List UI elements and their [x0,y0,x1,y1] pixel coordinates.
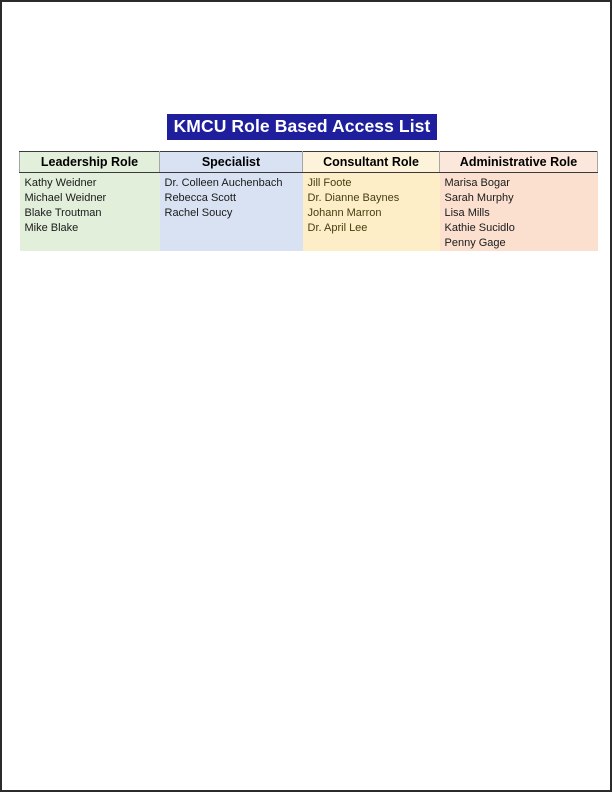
column-header-consultant-role: Consultant Role [303,152,440,173]
list-item: Penny Gage [444,237,506,250]
role-access-table-container [19,151,597,251]
list-item: Lisa Mills [444,207,490,220]
list-item: Dr. April Lee [307,222,368,235]
role-access-table [19,151,598,251]
cell-leadership-role-names [20,173,160,252]
page-title: KMCU Role Based Access List [173,116,431,137]
list-item: Dr. Dianne Baynes [307,192,400,205]
list-item: Kathy Weidner [24,177,97,189]
list-item: Mike Blake [24,222,79,235]
column-header-leadership-role: Leadership Role [20,152,160,173]
cell-specialist-names [160,173,303,252]
table-body [20,173,598,252]
table-row [20,173,598,252]
list-item: Jill Foote [307,177,352,189]
list-item: Sarah Murphy [444,192,514,205]
list-item: Marisa Bogar [444,177,510,189]
cell-consultant-role-names [303,173,440,252]
table-header-row [20,152,598,173]
cell-administrative-role-names [440,173,598,252]
list-item: Johann Marron [307,207,382,220]
list-item: Dr. Colleen Auchenbach [164,177,283,189]
list-item: Rachel Soucy [164,207,233,220]
column-header-specialist: Specialist [160,152,303,173]
column-header-administrative-role: Administrative Role [440,152,598,173]
list-item: Kathie Sucidlo [444,222,515,235]
list-item: Blake Troutman [24,207,102,220]
document-title-banner [167,114,437,140]
list-item: Rebecca Scott [164,192,237,205]
list-item: Michael Weidner [24,192,107,205]
